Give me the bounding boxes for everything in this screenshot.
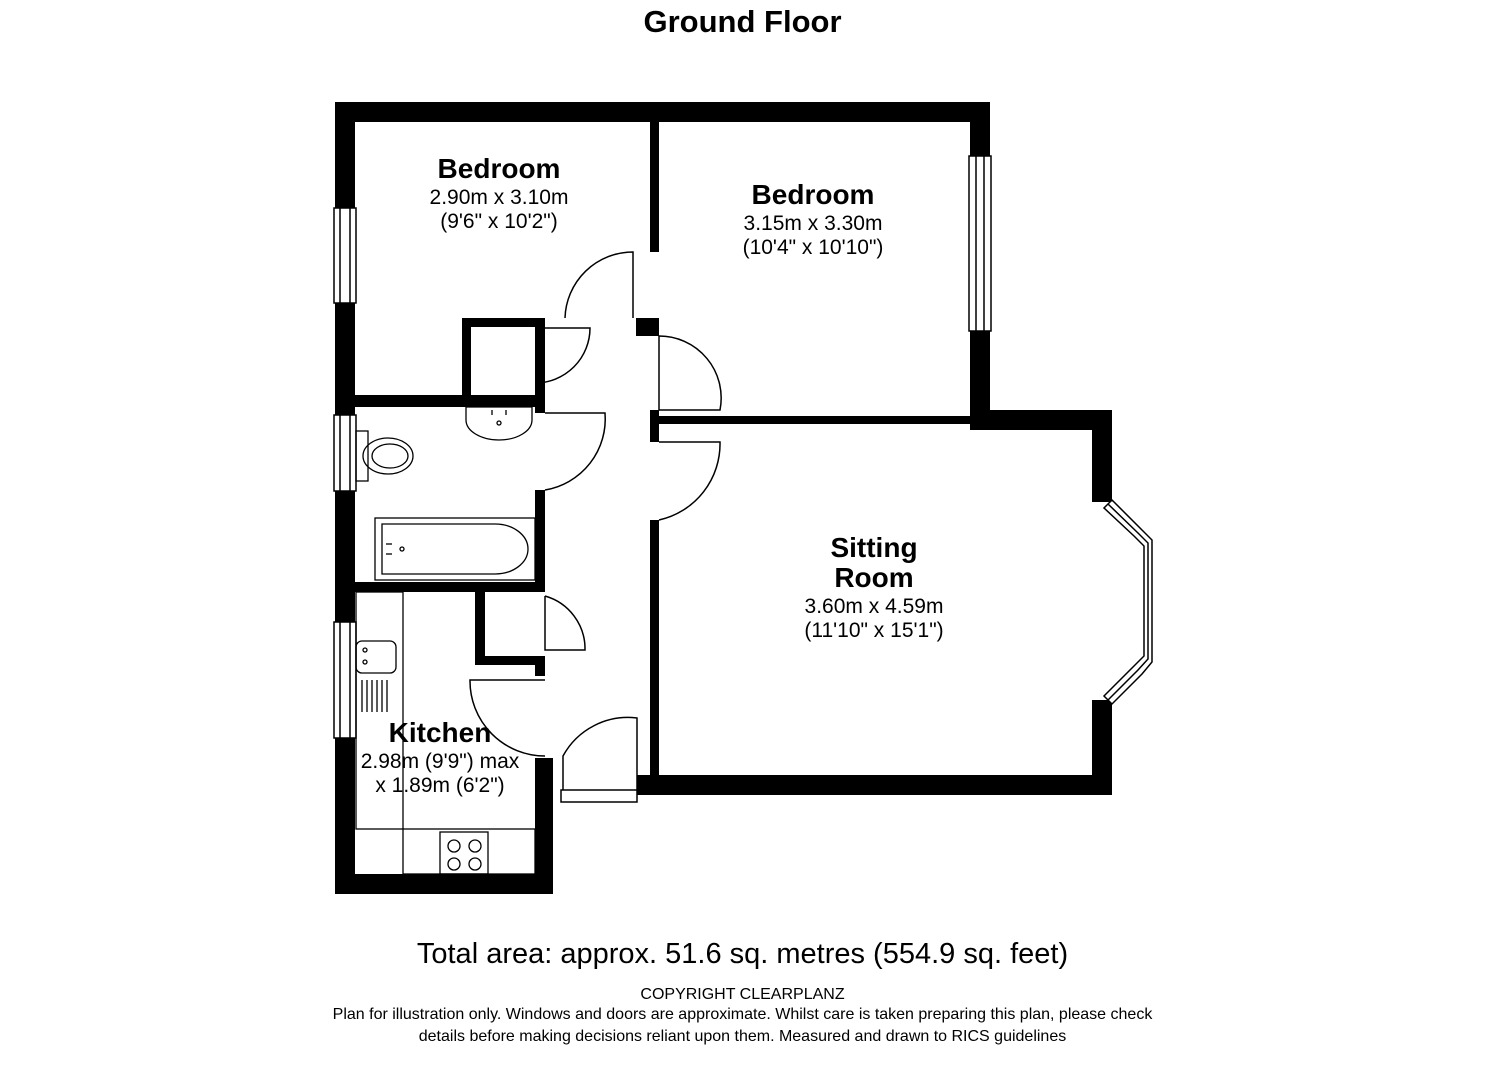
door-cupboard2: [545, 596, 585, 650]
window-kitchen: [334, 622, 356, 738]
window-bathroom: [334, 415, 356, 491]
kitchen-sink: [356, 641, 396, 673]
bedroom2-metric: 3.15m x 3.30m: [743, 212, 883, 235]
wall-bedroom2-bottom: [659, 416, 970, 424]
kitchen-line1: 2.98m (9'9") max: [360, 750, 520, 773]
bedroom2-name: Bedroom: [751, 179, 875, 210]
wall-cupboard2-bottom: [475, 656, 545, 665]
door-sitting-room: [659, 442, 720, 520]
bedroom1-imperial: (9'6" x 10'2"): [440, 210, 558, 233]
bedroom1-name: Bedroom: [437, 153, 561, 184]
front-door-frame: [561, 790, 637, 802]
wall-front-door-right: [637, 775, 657, 795]
sitting-room-metric: 3.60m x 4.59m: [804, 595, 944, 618]
hob: [440, 832, 488, 874]
wall-sitting-top: [970, 410, 1112, 430]
kitchen-line2: x 1.89m (6'2"): [375, 774, 505, 797]
door-bedroom1: [565, 252, 633, 318]
kitchen-name: Kitchen: [388, 717, 492, 748]
bath: [375, 518, 535, 580]
sitting-room-name-1: Sitting: [830, 532, 918, 563]
total-area: Total area: approx. 51.6 sq. metres (554.9 sq. feet): [416, 938, 1069, 970]
fixtures: [356, 407, 535, 874]
wall-bedrooms-divider-lower: [636, 318, 659, 336]
wall-bath-right-lower: [535, 490, 545, 592]
door-bedroom2: [659, 336, 721, 410]
bedroom1-metric: 2.90m x 3.10m: [429, 186, 569, 209]
wall-bath-bottom: [355, 582, 545, 592]
toilet: [356, 431, 413, 481]
wall-bath-right-top: [535, 318, 545, 413]
wall-bedrooms-divider: [650, 122, 659, 252]
wall-sitting-bottom: [637, 775, 1112, 795]
wall-kitchen-bottom: [335, 874, 553, 894]
sitting-room-imperial: (11'10" x 15'1"): [804, 619, 944, 642]
wall-kitchen-right: [535, 775, 553, 894]
plan-title: Ground Floor: [643, 4, 842, 39]
wall-kitchen-stub: [535, 758, 553, 778]
window-bedroom1: [334, 208, 356, 303]
disclaimer-line-1: Plan for illustration only. Windows and doors are approximate. Whilst care is taken preparing this plan, please check: [332, 1006, 1153, 1023]
window-bedroom2: [969, 156, 991, 331]
wall-top: [335, 102, 990, 122]
doors: [470, 252, 721, 790]
bedroom2-imperial: (10'4" x 10'10"): [742, 236, 884, 259]
wall-hall-right-lower: [650, 520, 659, 775]
wall-cupboard2-right: [535, 656, 545, 676]
door-front: [563, 717, 637, 790]
wall-cupboard-top: [462, 318, 544, 327]
wall-hall-right-mid: [650, 410, 659, 442]
bay-window: [1104, 500, 1152, 704]
sitting-room-name-2: Room: [834, 562, 914, 593]
wall-cupboard-left: [462, 318, 471, 395]
wall-cupboard2-left: [475, 592, 485, 664]
wall-right-sitting-upper: [1092, 410, 1112, 502]
door-bathroom: [545, 413, 605, 490]
basin: [466, 407, 532, 440]
disclaimer-line-2: details before making decisions reliant upon them. Measured and drawn to RICS guidelines: [418, 1028, 1067, 1045]
wall-bedroom1-bottom: [355, 395, 545, 407]
copyright: COPYRIGHT CLEARPLANZ: [640, 986, 845, 1003]
